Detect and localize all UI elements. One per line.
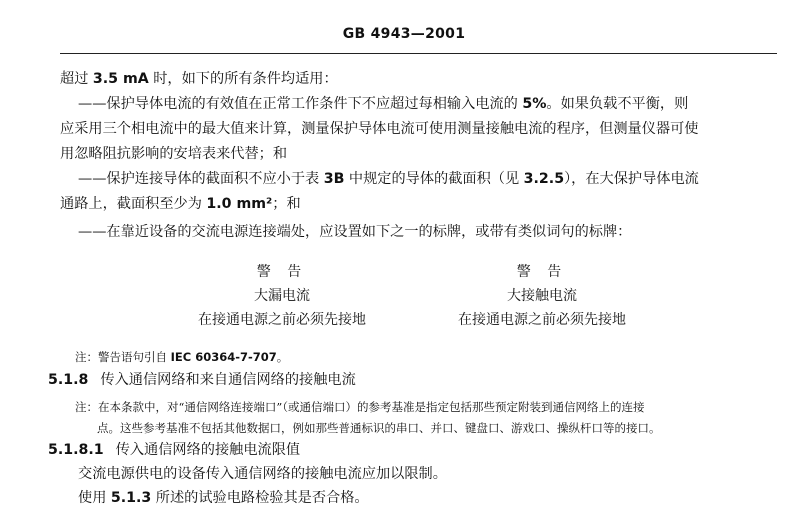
- para-line-3: 应采用三个相电流中的最大值来计算，测量保护导体电流可使用测量接触电流的程序，但测量仪器可使: [60, 121, 699, 137]
- section-number: 5.1.8: [48, 372, 89, 388]
- section-title: 传入通信网络的接触电流限值: [115, 442, 301, 458]
- sign-title: 警 告: [256, 264, 308, 280]
- sign-title: 警 告: [516, 264, 568, 280]
- section-5-1-8-1: [48, 440, 770, 460]
- warning-sign-touch: [402, 262, 682, 330]
- section-number: 5.1.8.1: [48, 442, 104, 458]
- sign-line: 在接通电源之前必须先接地: [458, 312, 626, 328]
- sign-line: 在接通电源之前必须先接地: [198, 312, 366, 328]
- warning-sign-leakage: [142, 262, 422, 330]
- document-header: GB 4943—2001: [342, 26, 466, 42]
- para-line-5: ——保护连接导体的截面积不应小于表 3B 中规定的导体的截面积（见 3.2.5），在大保护导体电流: [78, 171, 699, 187]
- para-line-6: 通路上，截面积至少为 1.0 mm²；和: [60, 196, 301, 212]
- section-5-1-8: [48, 370, 770, 390]
- para-line-4: 用忽略阻抗影响的安培表来代替；和: [60, 146, 288, 162]
- note-2-line-1: 注：在本条款中，对“通信网络连接端口”（或通信端口）的参考基准是指定包括那些预定附装到通信网络上的连接: [75, 400, 645, 414]
- body-line-2: 使用 5.1.3 所述的试验电路检验其是否合格。: [78, 490, 369, 506]
- sign-line: 大漏电流: [254, 288, 310, 304]
- para-line-1: 超过 3.5 mA 时，如下的所有条件均适用：: [60, 71, 338, 87]
- header-rule: [60, 53, 777, 54]
- note-1: 注：警告语句引自 IEC 60364-7-707。: [75, 350, 289, 364]
- sign-line: 大接触电流: [507, 288, 577, 304]
- para-line-2: ——保护导体电流的有效值在正常工作条件下不应超过每相输入电流的 5%。如果负载不平衡，则: [78, 96, 689, 112]
- para-line-7: ——在靠近设备的交流电源连接端处，应设置如下之一的标牌，或带有类似词句的标牌：: [78, 224, 632, 240]
- body-line-1: 交流电源供电的设备传入通信网络的接触电流应加以限制。: [78, 466, 447, 482]
- note-2-line-2: 点。这些参考基准不包括其他数据口，例如那些普通标识的串口、并口、键盘口、游戏口、操纵杆口等的接口。: [97, 421, 661, 435]
- section-title: 传入通信网络和来自通信网络的接触电流: [100, 372, 356, 388]
